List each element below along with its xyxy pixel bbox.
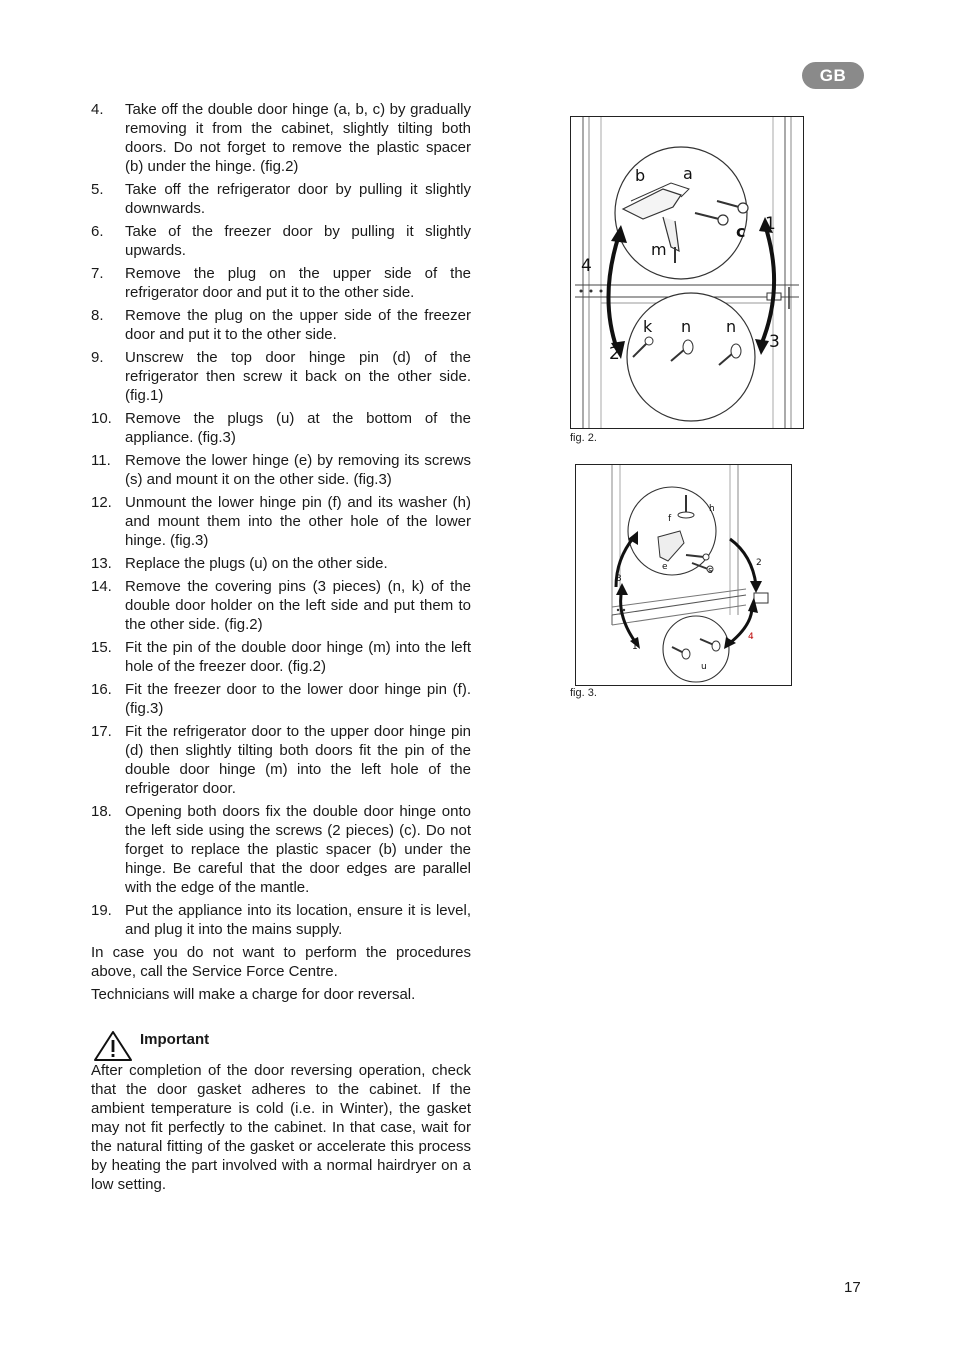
instructions-column xyxy=(91,100,471,1008)
figure-3-drawing xyxy=(576,465,791,685)
list-item: 10. Remove the plugs (u) at the bottom of the appliance. (fig.3) xyxy=(91,410,471,446)
step-4-label: 4 xyxy=(748,632,754,642)
label-f: f xyxy=(668,514,672,524)
step-1-label: 1 xyxy=(632,642,638,652)
label-b: b xyxy=(635,166,646,185)
step-4-label: 4 xyxy=(581,256,592,276)
figure-2-caption: fig. 2. xyxy=(570,432,597,444)
label-s: s xyxy=(708,566,713,576)
list-item: 5. Take off the refrigerator door by pulling it slightly downwards. xyxy=(91,181,471,217)
list-item: 16. Fit the freezer door to the lower door hinge pin (f). (fig.3) xyxy=(91,681,471,717)
warning-triangle-icon xyxy=(93,1030,133,1062)
list-item: 17. Fit the refrigerator door to the upper door hinge pin (d) then slightly tilting both doors fit the pin of the double door hinge (m) into the left hole of the refrigerator door. xyxy=(91,723,471,797)
label-e: e xyxy=(662,562,668,572)
label-a: a xyxy=(683,164,693,183)
label-m: m xyxy=(651,240,667,259)
charge-note: Technicians will make a charge for door reversal. xyxy=(91,986,416,1003)
figure-2 xyxy=(570,116,804,429)
list-item: 19. Put the appliance into its location, ensure it is level, and plug it into the mains supply. xyxy=(91,902,471,938)
list-item: 15. Fit the pin of the double door hinge (m) into the left hole of the freezer door. (fig.2) xyxy=(91,639,471,675)
step-2-label: 2 xyxy=(609,344,620,364)
label-k: k xyxy=(643,317,653,336)
steps-list xyxy=(91,100,471,939)
list-item: 4. Take off the double door hinge (a, b, c) by gradually removing it from the cabinet, slightly tilting both doors. Do not forget to remove the plastic spacer (b) under the hinge. (fig.2) xyxy=(91,101,471,175)
list-item: 8. Remove the plug on the upper side of the freezer door and put it to the other side. xyxy=(91,307,471,343)
service-note: In case you do not want to perform the procedures above, call the Service Force Centre. xyxy=(91,944,471,980)
figure-3-caption: fig. 3. xyxy=(570,687,597,699)
figure-2-drawing xyxy=(571,117,803,428)
important-heading xyxy=(91,1030,471,1062)
list-item: 14. Remove the covering pins (3 pieces) (n, k) of the double door holder on the left side and put them to the other side. (fig.2) xyxy=(91,578,471,633)
important-title: Important xyxy=(140,1031,210,1048)
label-n: n xyxy=(726,317,737,336)
label-c: c xyxy=(736,222,746,241)
language-badge: GB xyxy=(802,62,864,89)
list-item: 9. Unscrew the top door hinge pin (d) of the refrigerator then screw it back on the other side. (fig.1) xyxy=(91,349,471,404)
important-body: After completion of the door reversing operation, check that the door gasket adheres to the cabinet. If the ambient temperature is cold (i.e. in Winter), the gasket may not fit perfectly to the cabinet. In that case, wait for the natural fitting of the gasket or accelerate this process by heating the part involved with a normal hairdryer on a low setting. xyxy=(91,1062,471,1193)
list-item: 12. Unmount the lower hinge pin (f) and its washer (h) and mount them into the other hole of the lower hinge. (fig.3) xyxy=(91,494,471,549)
step-2-label: 2 xyxy=(756,558,762,568)
list-item: 6. Take of the freezer door by pulling it slightly upwards. xyxy=(91,223,471,259)
list-item: 18. Opening both doors fix the double door hinge onto the left side using the screws (2 pieces) (c). Do not forget to replace the plastic spacer (b) under the hinge. Be careful that the door edges are parallel with the edge of the mantle. xyxy=(91,803,471,896)
list-item: 13. Replace the plugs (u) on the other side. xyxy=(91,555,388,572)
step-1-label: 1 xyxy=(765,214,776,234)
label-h: h xyxy=(709,504,715,514)
list-item: 7. Remove the plug on the upper side of the refrigerator door and put it to the other side. xyxy=(91,265,471,301)
label-u: u xyxy=(701,662,707,672)
figure-3 xyxy=(575,464,792,686)
label-n: n xyxy=(681,317,692,336)
step-3-label: 3 xyxy=(769,332,780,352)
page-number: 17 xyxy=(844,1279,861,1296)
list-item: 11. Remove the lower hinge (e) by removing its screws (s) and mount it on the other side. (fig.3) xyxy=(91,452,471,488)
step-3-label: 3 xyxy=(616,574,622,584)
